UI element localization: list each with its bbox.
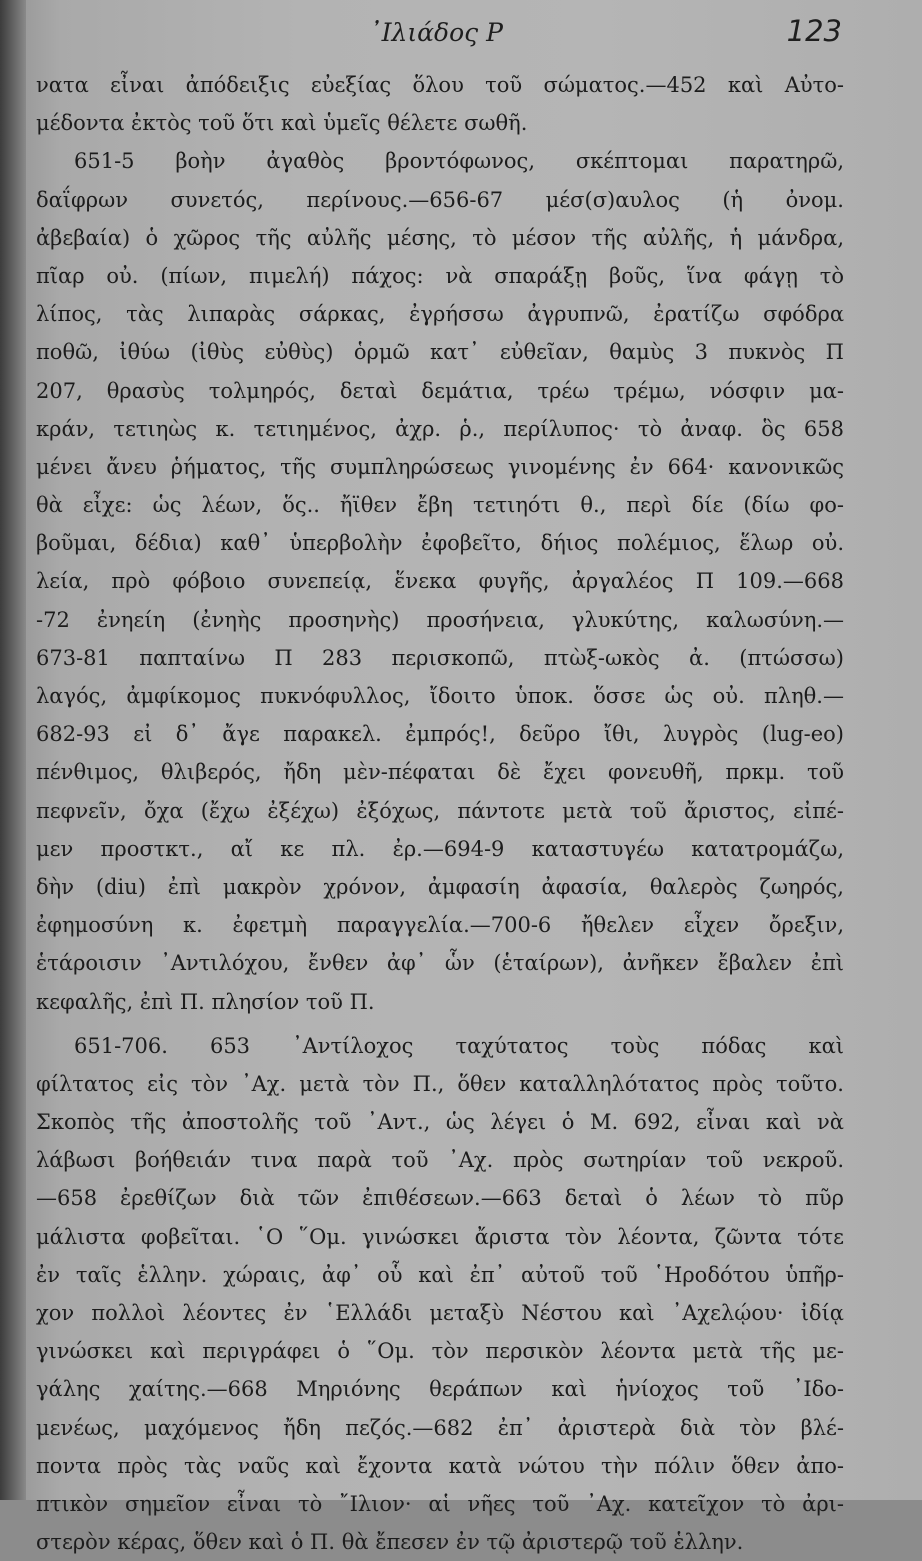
text-line: μένει ἄνευ ῥήματος, τῆς συμπληρώσεως γινομένης ἐν 664· κανονικῶς [36,454,844,479]
text-line: ἐν ταῖς ἑλλην. χώραις, ἀφ᾿ οὗ καὶ ἐπ᾿ αὐτοῦ τοῦ ῾Ηροδότου ὑπῆρ- [36,1262,844,1287]
text-line: λαγός, ἀμφίκομος πυκνόφυλλος, ἴδοιτο ὑποκ. ὅσσε ὡς οὐ. πληθ.— [36,684,844,708]
text-line: ἀβεβαία) ὁ χῶρος τῆς αὐλῆς μέσης, τὸ μέσον τῆς αὐλῆς, ἡ μάνδρα, [36,225,844,250]
text-line: 651-5 βοὴν ἀγαθὸς βροντόφωνος, σκέπτομαι παρατηρῶ, [74,149,844,174]
text-line: πεφνεῖν, ὄχα (ἔχω ἐξέχω) ἐξόχως, πάντοτε μετὰ τοῦ ἄριστος, εἰπέ- [36,798,844,823]
page-number: 123 [786,14,842,48]
text-line: λίπος, τὰς λιπαρὰς σάρκας, ἐγρήσσω ἀγρυπνῶ, ἐρατίζω σφόδρα [36,302,844,327]
text-line: γινώσκει καὶ περιγράφει ὁ ῞Ομ. τὸν περσικὸν λέοντα μετὰ τῆς με- [36,1339,844,1364]
text-line: δὴν (diu) ἐπὶ μακρὸν χρόνον, ἀμφασίη ἀφασία, θαλερὸς ζωηρός, [36,874,844,899]
text-line: -72 ἐνηείη (ἐνηὴς προσηνὴς) προσήνεια, γλυκύτης, καλωσύνη.— [36,607,844,632]
text-line: Σκοπὸς τῆς ἀποστολῆς τοῦ ᾿Αντ., ὡς λέγει ὁ Μ. 692, εἶναι καὶ νὰ [36,1110,844,1135]
text-line: στερὸν κέρας, ὅθεν καὶ ὁ Π. θὰ ἔπεσεν ἐν τῷ ἀριστερῷ τοῦ ἑλλην. [36,1530,744,1555]
text-line: ποθῶ, ἰθύω (ἰθὺς εὐθὺς) ὁρμῶ κατ᾿ εὐθεῖαν, θαμὺς 3 πυκνὸς Π [36,340,844,365]
text-line: —658 ἐρεθίζων διὰ τῶν ἐπιθέσεων.—663 δεταὶ ὁ λέων τὸ πῦρ [36,1186,844,1211]
commentary-text [36,66,844,1561]
text-line: ἐφημοσύνη κ. ἐφετμὴ παραγγελία.—700-6 ἤθελεν εἶχεν ὄρεξιν, [36,913,844,938]
text-line: μέδοντα ἐκτὸς τοῦ ὅτι καὶ ὑμεῖς θέλετε σωθῆ. [36,111,528,136]
text-line: θὰ εἶχε: ὡς λέων, ὅς.. ἤϊθεν ἔβη τετιηότι θ., περὶ δίε (δίω φο- [36,493,844,518]
text-line: πτικὸν σημεῖον εἶναι τὸ ῎Ιλιον· αἱ νῆες τοῦ ᾿Αχ. κατεῖχον τὸ ἀρι- [36,1491,844,1516]
text-line: γάλης χαίτης.—668 Μηριόνης θεράπων καὶ ἡνίοχος τοῦ ᾿Ιδο- [36,1377,844,1402]
text-line: λεία, πρὸ φόβοιο συνεπείᾳ, ἕνεκα φυγῆς, ἀργαλέος Π 109.—668 [36,569,844,594]
page-header [30,14,842,58]
text-line: βοῦμαι, δέδια) καθ᾿ ὑπερβολὴν ἐφοβεῖτο, δήιος πολέμιος, ἕλωρ οὐ. [36,531,844,556]
text-line: 207, θρασὺς τολμηρός, δεταὶ δεμάτια, τρέω τρέμω, νόσφιν μα- [36,378,844,403]
text-line: πένθιμος, θλιβερός, ἤδη μὲν-πέφαται δὲ ἔχει φονευθῆ, πρκμ. τοῦ [36,760,844,785]
section-heading-line: 651-706. 653 ᾿Αντίλοχος ταχύτατος τοὺς πόδας καὶ [74,1033,844,1058]
text-line: μάλιστα φοβεῖται. ῾Ο ῞Ομ. γινώσκει ἄριστα τὸν λέοντα, ζῶντα τότε [36,1224,844,1249]
text-line: ἑτάροισιν ᾿Αντιλόχου, ἔνθεν ἀφ᾿ ὧν (ἑταίρων), ἀνῆκεν ἔβαλεν ἐπὶ [36,951,844,976]
text-line: μεν προστκτ., αἴ κε πλ. ἐρ.—694-9 καταστυγέω κατατρομάζω, [36,836,844,861]
page-gutter [0,0,26,1500]
running-title: ᾿Ιλιάδος Ρ [369,18,503,47]
text-line: κράν, τετιηὼς κ. τετιημένος, ἀχρ. ῥ., περίλυπος· τὸ ἀναφ. ὃς 658 [36,416,844,441]
text-line: ποντα πρὸς τὰς ναῦς καὶ ἔχοντα κατὰ νώτου τὴν πόλιν ὅθεν ἀπο- [36,1453,844,1478]
text-line: πῖαρ οὐ. (πίων, πιμελή) πάχος: νὰ σπαράξῃ βοῦς, ἵνα φάγῃ τὸ [36,263,844,288]
text-line: 682-93 εἰ δ᾿ ἄγε παρακελ. ἐμπρός!, δεῦρο ἴθι, λυγρὸς (lug-eo) [36,722,844,747]
text-line: δαΐφρων συνετός, περίνους.—656-67 μέσ(σ)αυλος (ἡ ὀνομ. [36,187,844,212]
text-line: 673-81 παπταίνω Π 283 περισκοπῶ, πτὼξ-ωκὸς ἀ. (πτώσσω) [36,645,844,670]
text-line: μενέως, μαχόμενος ἤδη πεζός.—682 ἐπ᾿ ἀριστερὰ διὰ τὸν βλέ- [36,1415,844,1440]
text-line: κεφαλῆς, ἐπὶ Π. πλησίον τοῦ Π. [36,989,375,1014]
text-line: νατα εἶναι ἀπόδειξις εὐεξίας ὅλου τοῦ σώματος.—452 καὶ Αὐτο- [36,73,844,97]
text-line: φίλτατος εἰς τὸν ᾿Αχ. μετὰ τὸν Π., ὅθεν καταλληλότατος πρὸς τοῦτο. [36,1071,844,1096]
text-line: λάβωσι βοήθειάν τινα παρὰ τοῦ ᾿Αχ. πρὸς σωτηρίαν τοῦ νεκροῦ. [36,1148,844,1173]
text-line: χον πολλοὶ λέοντες ἐν ῾Ελλάδι μεταξὺ Νέστου καὶ ᾿Αχελῴου· ἰδίᾳ [36,1301,844,1325]
